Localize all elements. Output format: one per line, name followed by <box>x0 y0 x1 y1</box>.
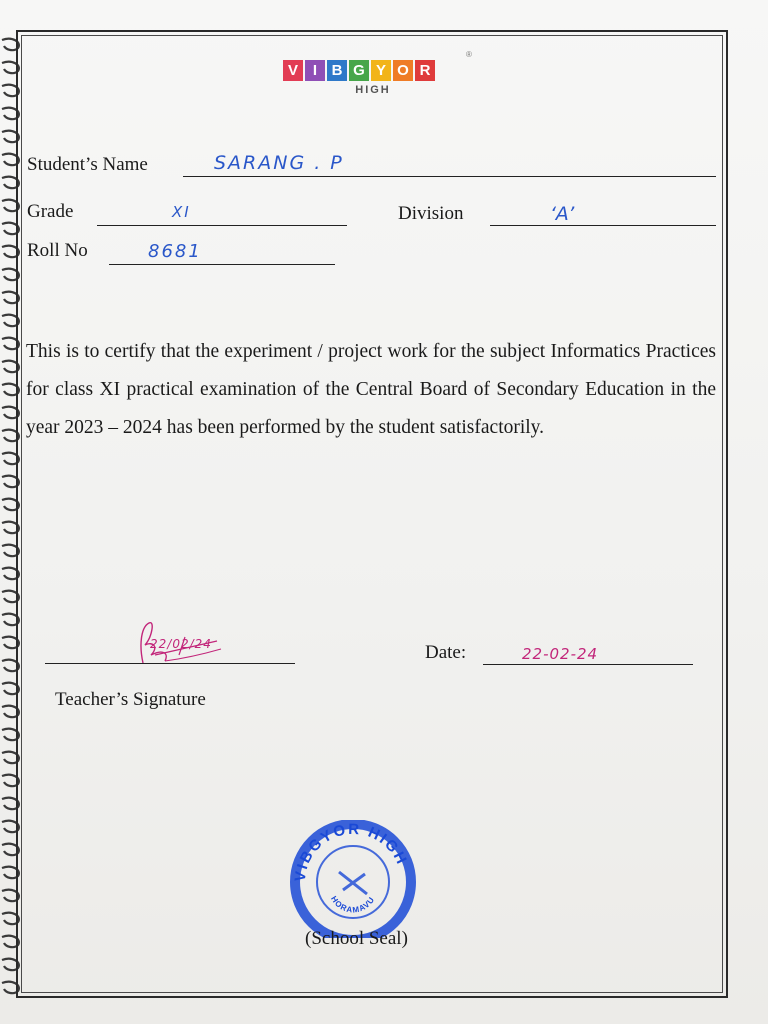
division-line <box>490 225 716 226</box>
grade-label: Grade <box>27 201 74 222</box>
date-label: Date: <box>425 642 467 663</box>
date-line <box>483 664 693 665</box>
logo-letters <box>283 60 463 81</box>
logo-letter-y: Y <box>371 60 391 81</box>
school-seal-label: (School Seal) <box>305 928 408 949</box>
registered-mark: ® <box>466 50 472 59</box>
seal-arc-text: VIBGYOR HIGH <box>291 820 411 883</box>
svg-text:HORAMAVU <box>329 894 376 914</box>
student-name-value: SARANG . P <box>214 152 344 174</box>
school-seal-stamp <box>283 820 423 938</box>
logo-subtitle: HIGH <box>355 84 391 96</box>
roll-number-line <box>109 264 335 265</box>
teacher-signature-scribble: 22/02/24 <box>150 637 212 651</box>
logo-letter-b: B <box>327 60 347 81</box>
school-logo <box>283 60 463 104</box>
seal-inner-text: HORAMAVU <box>329 894 377 915</box>
teacher-signature-line <box>45 663 295 664</box>
logo-letter-o: O <box>393 60 413 81</box>
student-name-label: Student’s Name <box>27 154 148 175</box>
logo-letter-g: G <box>349 60 369 81</box>
certificate-text: This is to certify that the experiment / project work for the subject Informatics Practices for class XI practical examination of the Central Board of Secondary Education in the year 2023 – 2024 has been performed by the student satisfactorily. <box>26 341 716 438</box>
student-name-line <box>183 176 716 177</box>
roll-number-value: 8681 <box>148 241 202 262</box>
roll-number-label: Roll No <box>27 240 88 261</box>
logo-letter-i: I <box>305 60 325 81</box>
svg-text:VIBGYOR HIGH <box>292 821 411 883</box>
date-value: 22-02-24 <box>522 645 599 663</box>
teacher-signature-label: Teacher’s Signature <box>55 689 206 710</box>
logo-letter-v: V <box>283 60 303 81</box>
grade-value: XI <box>172 203 191 221</box>
grade-line <box>97 225 347 226</box>
division-value: ‘A’ <box>550 203 577 225</box>
logo-letter-r: R <box>415 60 435 81</box>
division-label: Division <box>398 203 464 224</box>
